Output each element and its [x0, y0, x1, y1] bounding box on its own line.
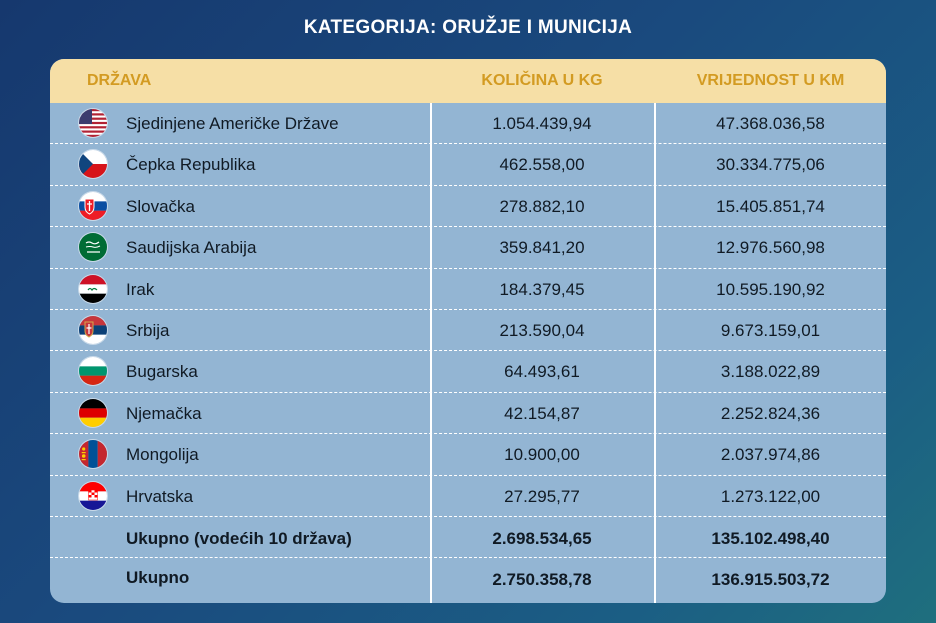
- country-name: Mongolija: [126, 445, 199, 465]
- saudi-arabia-flag-icon: [79, 233, 107, 261]
- header-quantity: KOLIČINA U KG: [481, 72, 603, 89]
- table-row: [50, 434, 886, 475]
- header-country: DRŽAVA: [87, 72, 152, 89]
- total-quantity: 2.698.534,65: [492, 529, 592, 548]
- value-cell: 3.188.022,89: [720, 362, 821, 382]
- quantity-cell: 64.493,61: [504, 362, 580, 382]
- country-name: Bugarska: [126, 362, 198, 382]
- quantity-cell: 359.841,20: [499, 238, 585, 258]
- bulgaria-flag-icon: [79, 357, 107, 385]
- total-row-all: [50, 558, 886, 599]
- value-cell: 15.405.851,74: [716, 196, 825, 216]
- table-row: [50, 351, 886, 392]
- table-row: [50, 227, 886, 268]
- croatia-flag-icon: [79, 482, 107, 510]
- table-row: [50, 144, 886, 185]
- table-row: [50, 103, 886, 144]
- mongolia-flag-icon: [79, 440, 107, 468]
- value-cell: 2.252.824,36: [720, 403, 821, 423]
- iraq-flag-icon: [79, 275, 107, 303]
- slovakia-flag-icon: [79, 192, 107, 220]
- value-cell: 2.037.974,86: [720, 445, 821, 465]
- value-cell: 12.976.560,98: [716, 238, 825, 258]
- serbia-flag-icon: [79, 316, 107, 344]
- total-value: 135.102.498,40: [711, 529, 830, 548]
- value-cell: 47.368.036,58: [716, 114, 825, 133]
- table-header: [50, 59, 886, 103]
- value-cell: 1.273.122,00: [720, 486, 821, 506]
- country-name: Slovačka: [126, 196, 195, 216]
- country-name: Hrvatska: [126, 486, 194, 506]
- country-name: Njemačka: [126, 403, 202, 423]
- value-cell: 9.673.159,01: [720, 321, 821, 340]
- quantity-cell: 10.900,00: [504, 445, 580, 465]
- header-value: VRIJEDNOST U KM: [696, 72, 845, 89]
- country-name: Saudijska Arabija: [126, 238, 257, 258]
- data-table: [50, 59, 886, 603]
- value-cell: 10.595.190,92: [716, 279, 825, 299]
- country-name: Irak: [126, 279, 155, 299]
- country-name: Čepka Republika: [126, 155, 256, 175]
- total-label: Ukupno (vodećih 10 država): [126, 529, 352, 548]
- page-title: KATEGORIJA: ORUŽJE I MUNICIJA: [303, 17, 633, 38]
- quantity-cell: 213.590,04: [499, 321, 585, 340]
- grand-total-label: Ukupno: [126, 568, 190, 588]
- table-row: [50, 269, 886, 310]
- germany-flag-icon: [79, 399, 107, 427]
- quantity-cell: 42.154,87: [504, 403, 580, 423]
- quantity-cell: 462.558,00: [499, 155, 585, 175]
- czech-flag-icon: [79, 150, 107, 178]
- grand-total-value: 136.915.503,72: [711, 570, 830, 590]
- usa-flag-icon: [79, 109, 107, 137]
- table-row: [50, 310, 886, 351]
- table-row: [50, 476, 886, 517]
- grand-total-quantity: 2.750.358,78: [492, 570, 592, 590]
- quantity-cell: 1.054.439,94: [492, 114, 592, 133]
- quantity-cell: 278.882,10: [499, 196, 585, 216]
- country-name: Sjedinjene Američke Države: [126, 114, 339, 133]
- table-row: [50, 393, 886, 434]
- quantity-cell: 27.295,77: [504, 486, 580, 506]
- quantity-cell: 184.379,45: [499, 279, 585, 299]
- country-name: Srbija: [126, 321, 170, 340]
- table-row: [50, 186, 886, 227]
- total-row-top10: [50, 517, 886, 558]
- value-cell: 30.334.775,06: [716, 155, 825, 175]
